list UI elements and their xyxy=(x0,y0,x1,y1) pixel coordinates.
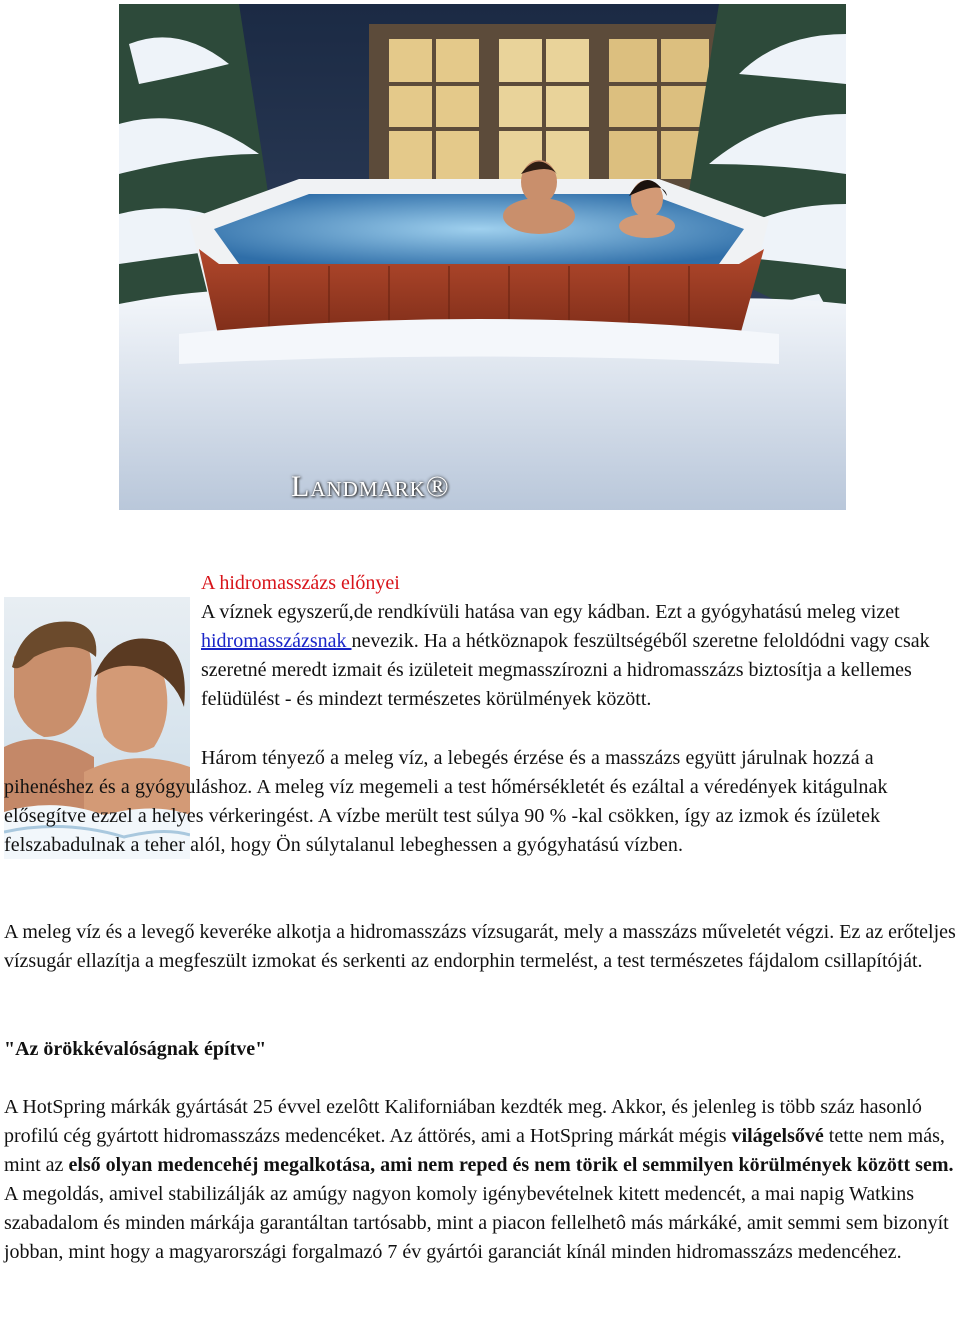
hotspring-text-b: tette nem más, mint az xyxy=(4,1125,945,1176)
intro-text-b: nevezik. Ha a hétköznapok feszültségéből szeretne feloldódni vagy csak szeretné meredt izmait és izületeit megmasszírozni a hidromasszázs biztosítja a kellemes felüdülést - és mindezt természetes körülmények között. xyxy=(201,630,930,710)
intro-paragraph xyxy=(201,598,960,714)
hydromassage-link[interactable]: hidromasszázsnak xyxy=(201,630,352,652)
section-title: A hidromasszázs előnyei xyxy=(201,572,400,594)
hot-tub xyxy=(179,179,779,364)
hot-tub-photo xyxy=(119,4,846,510)
landmark-logo: Landmark® xyxy=(291,470,450,503)
built-for-eternity-heading: "Az örökkévalóságnak építve" xyxy=(4,1038,267,1060)
hot-tub-illustration xyxy=(119,4,846,510)
intro-text-a: A víznek egyszerű,de rendkívüli hatása van egy kádban. Ezt a gyógyhatású meleg vizet xyxy=(201,601,900,623)
factors-paragraph xyxy=(4,744,959,860)
world-leader-emphasis: világelsővé xyxy=(731,1125,824,1147)
hotspring-text-c: A megoldás, amivel stabilizálják az amúgy nagyon komoly igénybevételnek kitett medencét, a mai napig Watkins szabadalom és minden márkája garantáltan tartósabb, mint a piacon fellelhetô más márkáké, amit semmi sem bizonyít jobban, mint hogy a magyarországi forgalmazó 7 év gyártói garanciát kínál minden hidromasszázs medencéhez. xyxy=(4,1183,949,1263)
shell-emphasis: első olyan medencehéj megalkotása, ami nem reped és nem törik el semmilyen körülmények között sem. xyxy=(68,1154,954,1176)
jet-paragraph xyxy=(4,918,959,976)
hotspring-text-a: A HotSpring márkák gyártását 25 évvel ezelôtt Kaliforniában kezdték meg. Akkor, és jelenleg is több száz hasonló profilú cég gyártott hidromasszázs medencéket. Az áttörés, ami a HotSpring márkát mégis xyxy=(4,1096,922,1147)
hotspring-paragraph xyxy=(4,1093,960,1267)
factors-text: Három tényező a meleg víz, a lebegés érzése és a masszázs együtt járulnak hozzá a pihenéshez és a gyógyuláshoz. A meleg víz megemeli a test hőmérsékletét és ezáltal a véredények kitágulnak elősegítve ezzel a helyes vérkeringést. A vízbe merült test súlya 90 % -kal csökken, így az izmok és ízületek felszabadulnak a teher alól, hogy Ön súlytalanul lebeghessen a gyógyhatású vízben. xyxy=(4,747,888,856)
jet-text: A meleg víz és a levegő keveréke alkotja a hidromasszázs vízsugarát, mely a masszázs műveletét végzi. Ez az erőteljes vízsugár ellazítja a megfeszült izmokat és serkenti az endorphin termelést, a test természetes fájdalom csillapítóját. xyxy=(4,921,956,972)
